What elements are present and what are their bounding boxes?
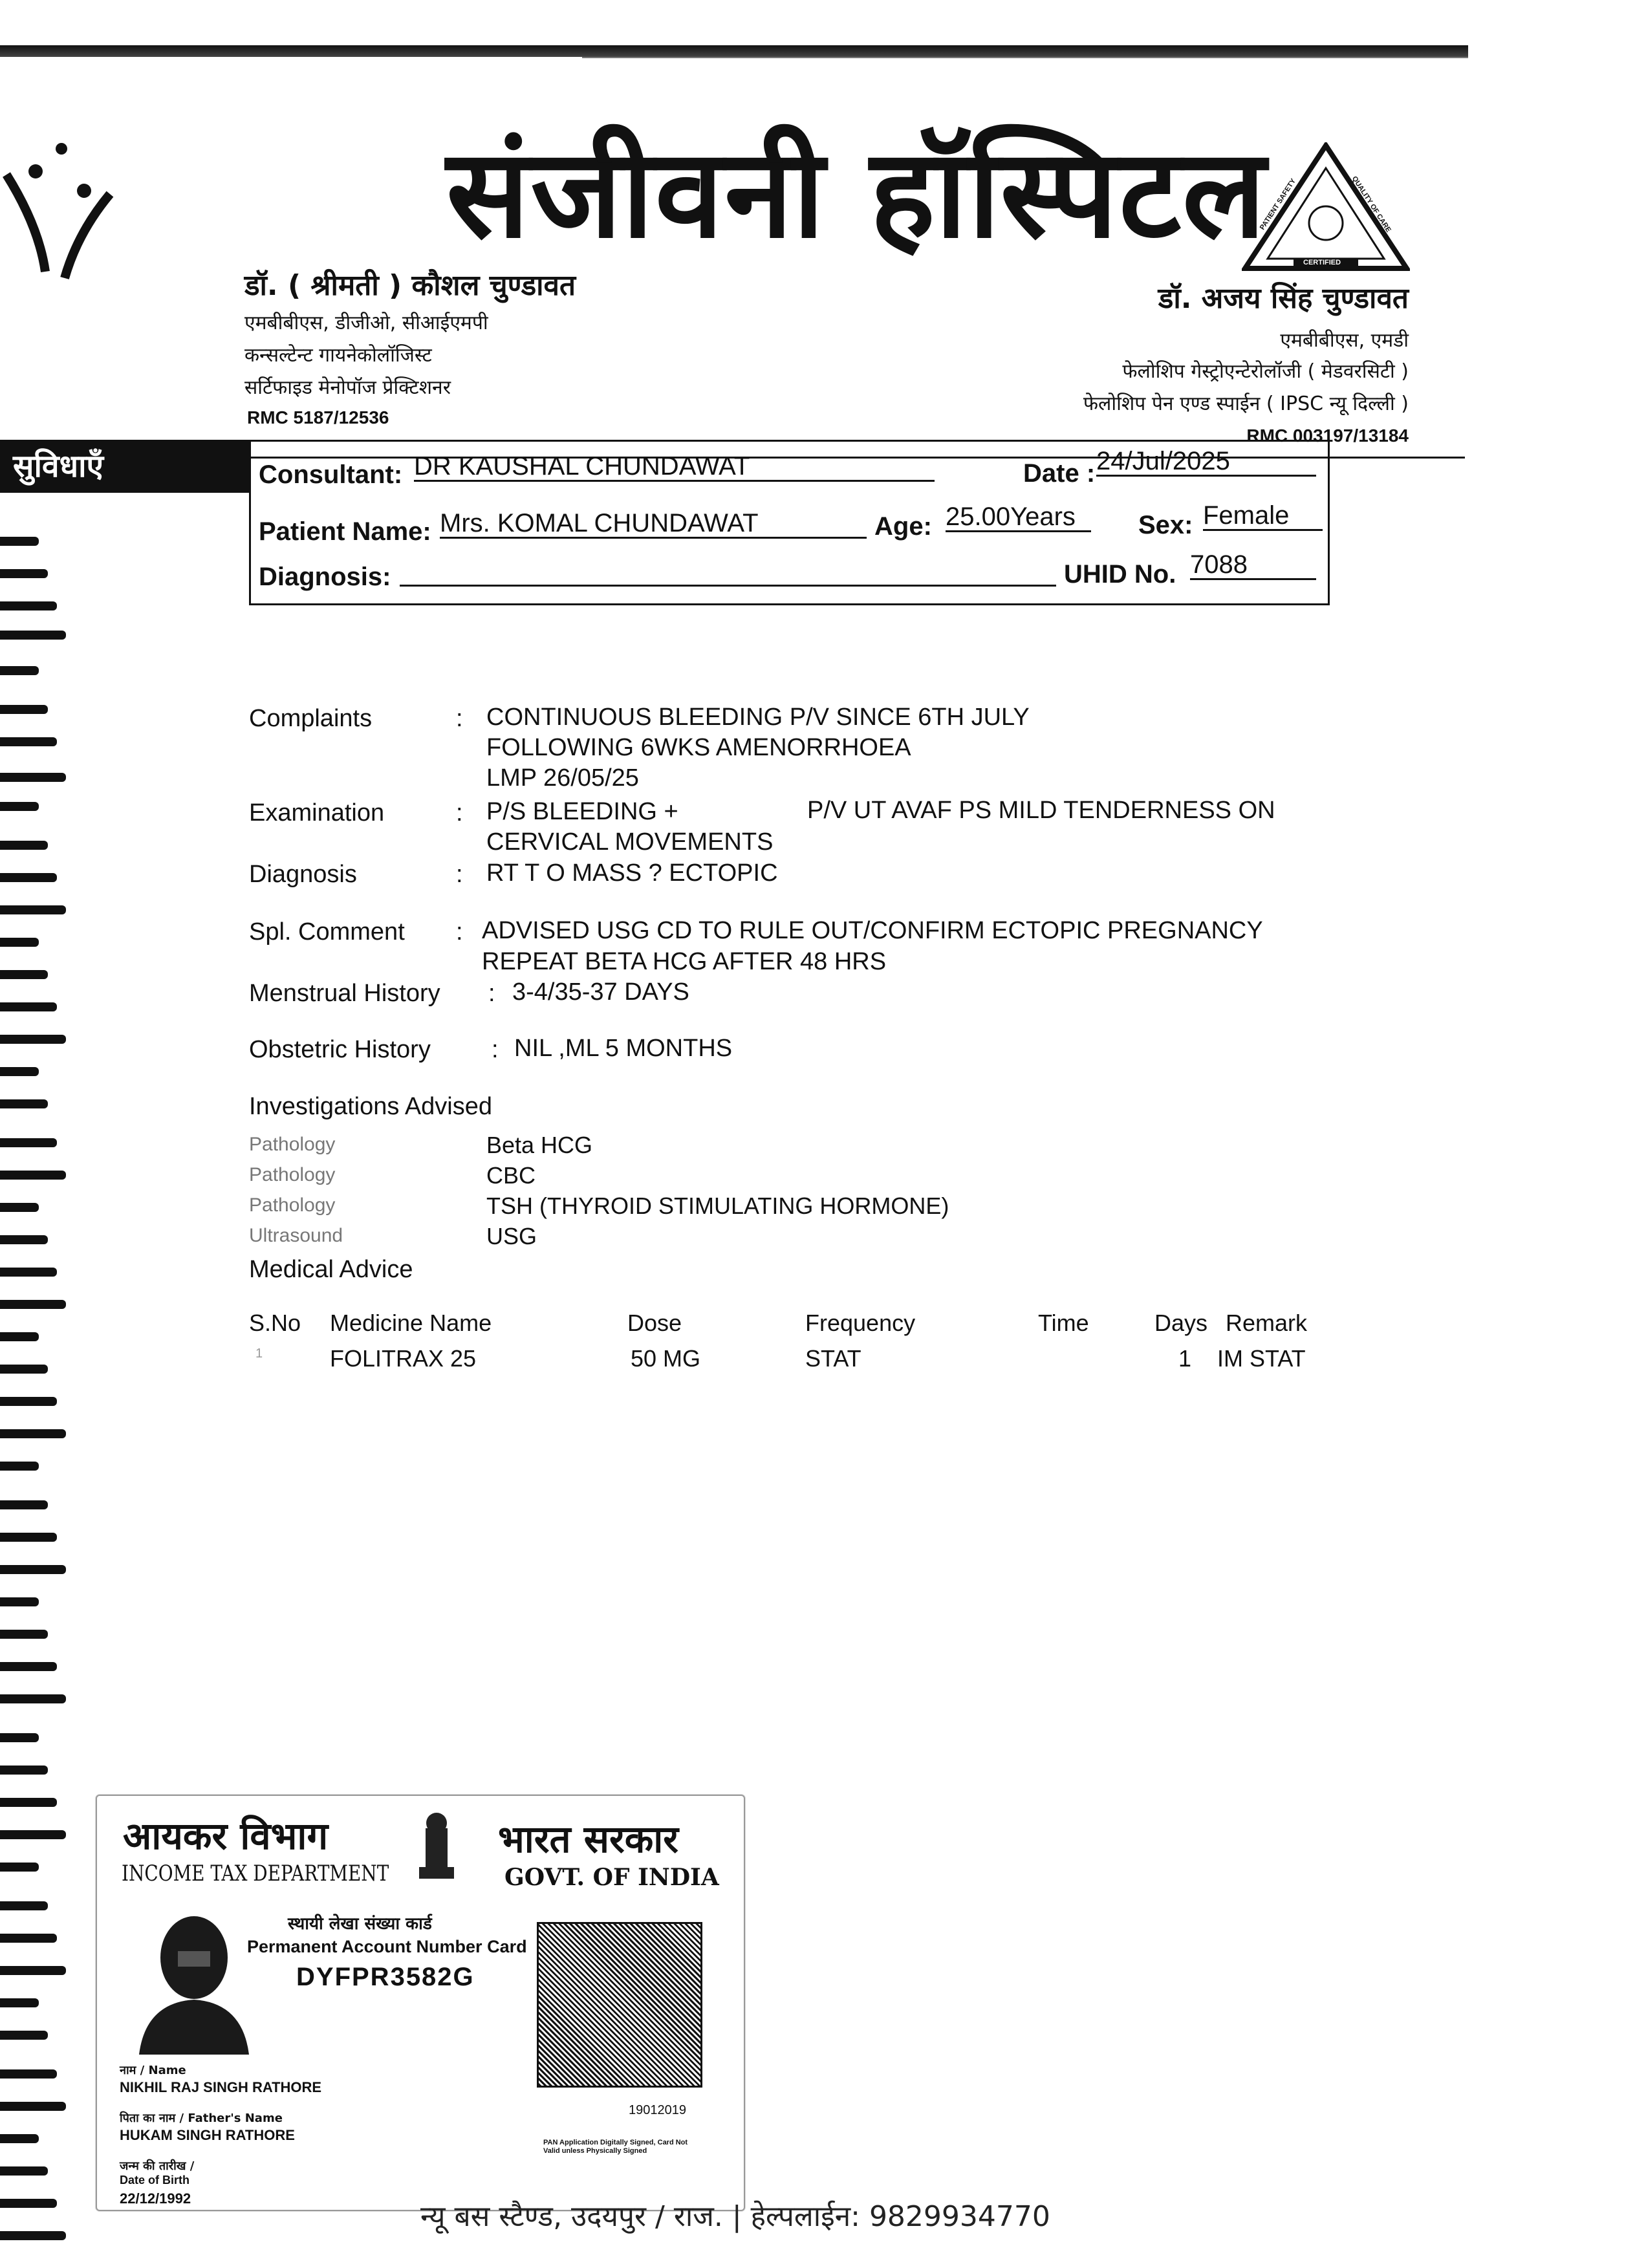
binder-ring bbox=[0, 2031, 48, 2040]
examination-label: Examination bbox=[249, 799, 385, 826]
facilities-tab bbox=[0, 440, 249, 493]
pan-card-title-english: Permanent Account Number Card bbox=[247, 1937, 527, 1956]
binder-ring bbox=[0, 1998, 39, 2007]
binder-ring bbox=[0, 1934, 57, 1943]
pan-dob-label-hindi: जन्म की तारीख / bbox=[120, 2159, 195, 2173]
uhid-value: 7088 bbox=[1190, 551, 1316, 580]
binder-ring bbox=[0, 1203, 39, 1212]
facilities-label: सुविधाएँ bbox=[13, 448, 104, 484]
quality-seal bbox=[1242, 142, 1410, 272]
binder-ring bbox=[0, 537, 39, 546]
obstetric-sep: : bbox=[492, 1036, 499, 1063]
complaints-sep: : bbox=[456, 705, 463, 732]
left-doctor-role: कन्सल्टेन्ट गायनेकोलॉजिस्ट bbox=[244, 344, 432, 367]
row-days: 1 bbox=[1178, 1345, 1192, 1372]
consultant-label: Consultant: bbox=[259, 460, 403, 489]
comment-sep: : bbox=[456, 918, 463, 945]
pan-name-label: नाम / Name bbox=[120, 2064, 186, 2077]
pan-dob-label-english: Date of Birth bbox=[120, 2174, 189, 2187]
pan-dept-hindi: आयकर विभाग bbox=[123, 1814, 329, 1858]
comment-line-2: REPEAT BETA HCG AFTER 48 HRS bbox=[482, 948, 887, 975]
uhid-label: UHID No. bbox=[1064, 560, 1176, 589]
binder-ring bbox=[0, 938, 39, 947]
seal-left-text: PATIENT SAFETY bbox=[1258, 177, 1297, 232]
row-frequency: STAT bbox=[805, 1345, 861, 1372]
binder-ring bbox=[0, 569, 48, 578]
binder-ring bbox=[0, 1565, 66, 1574]
binder-ring bbox=[0, 1863, 39, 1872]
patient-name-label: Patient Name: bbox=[259, 517, 431, 546]
binder-ring bbox=[0, 1397, 57, 1406]
col-medicine: Medicine Name bbox=[330, 1310, 492, 1336]
binder-ring bbox=[0, 737, 57, 746]
left-doctor-degrees: एमबीबीएस, डीजीओ, सीआईएमपी bbox=[244, 312, 488, 334]
examination-line-2: CERVICAL MOVEMENTS bbox=[486, 828, 774, 856]
pan-father-label: पिता का नाम / Father's Name bbox=[120, 2111, 283, 2125]
col-time: Time bbox=[1038, 1310, 1089, 1336]
binder-ring bbox=[0, 1533, 57, 1542]
binder-ring bbox=[0, 2231, 66, 2240]
menstrual-label: Menstrual History bbox=[249, 980, 440, 1007]
comment-label: Spl. Comment bbox=[249, 918, 405, 945]
date-value: 24/Jul/2025 bbox=[1096, 448, 1316, 477]
binder-ring bbox=[0, 773, 66, 782]
national-emblem-icon bbox=[414, 1809, 459, 1883]
binder-ring bbox=[0, 2166, 48, 2176]
binder-ring bbox=[0, 841, 48, 850]
examination-pv: P/V UT AVAF PS MILD TENDERNESS ON bbox=[807, 797, 1275, 824]
binder-ring bbox=[0, 1332, 39, 1341]
row-remark: IM STAT bbox=[1217, 1345, 1306, 1372]
binder-ring bbox=[0, 2199, 57, 2208]
right-doctor-rmc: RMC 003197/13184 bbox=[1246, 426, 1409, 446]
footer-address: न्यू बस स्टैण्ड, उदयपुर / राज. | हेल्पलाईन: 9829934770 bbox=[420, 2200, 1050, 2233]
investigation-category: Ultrasound bbox=[249, 1225, 343, 1246]
binder-ring bbox=[0, 631, 66, 640]
binder-ring bbox=[0, 1766, 48, 1775]
binder-ring bbox=[0, 2069, 57, 2079]
row-dose: 50 MG bbox=[631, 1345, 701, 1372]
binder-ring bbox=[0, 1171, 66, 1180]
qr-number: 19012019 bbox=[629, 2103, 686, 2117]
complaints-line-1: CONTINUOUS BLEEDING P/V SINCE 6TH JULY bbox=[486, 704, 1030, 731]
sex-value: Female bbox=[1203, 502, 1323, 531]
binder-ring bbox=[0, 1798, 57, 1807]
binder-ring bbox=[0, 1662, 57, 1671]
examination-sep: : bbox=[456, 799, 463, 826]
binder-ring bbox=[0, 1830, 66, 1839]
binder-ring bbox=[0, 802, 39, 811]
scan-top-edge bbox=[0, 45, 1468, 57]
complaints-line-2: FOLLOWING 6WKS AMENORRHOEA bbox=[486, 734, 911, 761]
pan-dept-english: INCOME TAX DEPARTMENT bbox=[122, 1861, 389, 1886]
examination-line-1: P/S BLEEDING + bbox=[486, 798, 678, 825]
medical-advice-title: Medical Advice bbox=[249, 1256, 413, 1283]
investigation-category: Pathology bbox=[249, 1134, 336, 1155]
obstetric-value: NIL ,ML 5 MONTHS bbox=[514, 1035, 733, 1062]
left-doctor-rmc: RMC 5187/12536 bbox=[247, 407, 389, 427]
binder-ring bbox=[0, 1268, 57, 1277]
col-days: Days bbox=[1154, 1310, 1208, 1336]
right-doctor-name: डॉ. अजय सिंह चुण्डावत bbox=[1158, 282, 1409, 315]
binder-ring bbox=[0, 1597, 39, 1606]
diagnosis-note-sep: : bbox=[456, 861, 463, 888]
binder-ring bbox=[0, 1365, 48, 1374]
row-medicine: FOLITRAX 25 bbox=[330, 1345, 477, 1372]
binder-ring bbox=[0, 1035, 66, 1044]
menstrual-sep: : bbox=[488, 980, 495, 1007]
right-doctor-fellowship-2: फेलोशिप पेन एण्ड स्पाईन ( IPSC न्यू दिल्ली ) bbox=[1083, 393, 1409, 415]
diagnosis-label: Diagnosis: bbox=[259, 563, 391, 591]
diagnosis-note-value: RT T O MASS ? ECTOPIC bbox=[486, 859, 778, 887]
scan-top-line bbox=[582, 57, 1468, 58]
seal-right-text: QUALITY OF CARE bbox=[1350, 175, 1392, 234]
binder-ring bbox=[0, 2134, 39, 2143]
binder-ring bbox=[0, 1067, 39, 1076]
patient-name-value: Mrs. KOMAL CHUNDAWAT bbox=[440, 510, 867, 539]
menstrual-value: 3-4/35-37 DAYS bbox=[512, 978, 689, 1006]
binder-ring bbox=[0, 970, 48, 979]
pan-number: DYFPR3582G bbox=[296, 1963, 475, 1991]
binder-ring bbox=[0, 2102, 66, 2111]
binder-ring bbox=[0, 1235, 48, 1244]
right-doctor-fellowship-1: फेलोशिप गेस्ट्रोएन्टेरोलॉजी ( मेडवरसिटी ) bbox=[1122, 360, 1409, 383]
binder-ring bbox=[0, 1966, 66, 1975]
binder-ring bbox=[0, 666, 39, 675]
date-label: Date : bbox=[1023, 459, 1096, 488]
col-dose: Dose bbox=[627, 1310, 682, 1336]
investigations-title: Investigations Advised bbox=[249, 1093, 493, 1120]
pan-govt-hindi: भारत सरकार bbox=[498, 1817, 678, 1861]
seal-bottom-text: CERTIFIED bbox=[1303, 259, 1341, 266]
complaints-line-3: LMP 26/05/25 bbox=[486, 764, 639, 792]
col-remark: Remark bbox=[1226, 1310, 1308, 1336]
binder-ring bbox=[0, 1901, 48, 1910]
pan-card bbox=[96, 1795, 745, 2211]
investigation-test: USG bbox=[486, 1223, 537, 1249]
consultant-value: DR KAUSHAL CHUNDAWAT bbox=[414, 453, 935, 482]
pan-note: PAN Application Digitally Signed, Card Not Valid unless Physically Signed bbox=[543, 2139, 688, 2155]
diagnosis-field bbox=[400, 557, 1056, 587]
diagnosis-note-label: Diagnosis bbox=[249, 861, 357, 888]
pan-father-value: HUKAM SINGH RATHORE bbox=[120, 2127, 295, 2143]
cardholder-photo bbox=[133, 1906, 255, 2055]
binder-ring bbox=[0, 601, 57, 610]
right-doctor-degrees: एमबीबीएस, एमडी bbox=[1280, 329, 1409, 352]
left-doctor-cert: सर्टिफाइड मेनोपॉज प्रेक्टिशनर bbox=[244, 376, 451, 399]
investigation-test: Beta HCG bbox=[486, 1132, 593, 1158]
comment-line-1: ADVISED USG CD TO RULE OUT/CONFIRM ECTOPIC PREGNANCY bbox=[482, 917, 1263, 944]
pan-govt-english: GOVT. OF INDIA bbox=[504, 1864, 719, 1891]
binder-ring bbox=[0, 1630, 48, 1639]
binder-ring bbox=[0, 1002, 57, 1011]
binder-ring bbox=[0, 1500, 48, 1509]
hospital-name: संजीवनी हॉस्पिटल bbox=[446, 122, 1267, 265]
binder-ring bbox=[0, 1733, 39, 1742]
binder-ring bbox=[0, 905, 66, 914]
binder-ring bbox=[0, 1429, 66, 1438]
binder-ring bbox=[0, 1694, 66, 1703]
age-label: Age: bbox=[874, 512, 932, 541]
binder-ring bbox=[0, 705, 48, 714]
complaints-label: Complaints bbox=[249, 705, 373, 732]
col-frequency: Frequency bbox=[805, 1310, 916, 1336]
obstetric-label: Obstetric History bbox=[249, 1036, 431, 1063]
qr-code bbox=[537, 1922, 702, 2088]
left-doctor-name: डॉ. ( श्रीमती ) कौशल चुण्डावत bbox=[244, 269, 576, 302]
binder-ring bbox=[0, 1138, 57, 1147]
col-sno: S.No bbox=[249, 1310, 301, 1336]
binder-ring bbox=[0, 873, 57, 882]
row-sno: 1 bbox=[255, 1346, 263, 1361]
binder-ring bbox=[0, 1099, 48, 1108]
sex-label: Sex: bbox=[1138, 511, 1193, 539]
seal-triangle-icon bbox=[1242, 142, 1410, 272]
age-value: 25.00Years bbox=[946, 503, 1091, 532]
pan-dob-value: 22/12/1992 bbox=[120, 2190, 191, 2207]
hospital-logo-icon bbox=[0, 136, 116, 291]
investigation-test: CBC bbox=[486, 1162, 536, 1189]
investigation-category: Pathology bbox=[249, 1164, 336, 1185]
investigation-test: TSH (THYROID STIMULATING HORMONE) bbox=[486, 1193, 949, 1219]
binder-ring bbox=[0, 1300, 66, 1309]
investigation-category: Pathology bbox=[249, 1194, 336, 1216]
binder-ring bbox=[0, 1462, 39, 1471]
pan-card-title-hindi: स्थायी लेखा संख्या कार्ड bbox=[288, 1914, 432, 1934]
pan-name-value: NIKHIL RAJ SINGH RATHORE bbox=[120, 2079, 322, 2095]
